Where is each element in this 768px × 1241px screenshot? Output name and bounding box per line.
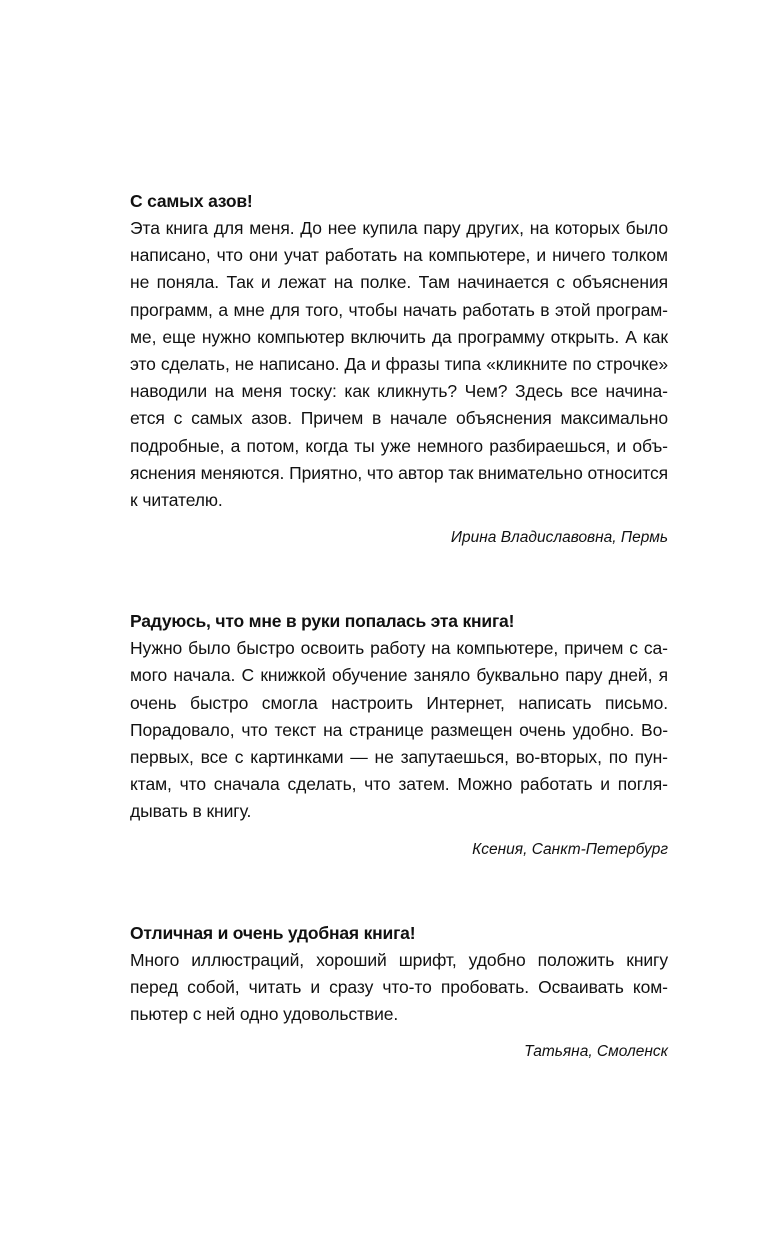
review-2 [130, 608, 668, 861]
review-author: Татьяна, Смоленск [524, 1043, 668, 1061]
review-author: Ксения, Санкт-Петербург [472, 840, 668, 858]
review-3 [130, 920, 668, 1065]
review-author: Ирина Владиславовна, Пермь [450, 529, 668, 547]
review-title: С самых азов! [130, 191, 253, 211]
review-body: Много иллюстраций, хороший шрифт, удобно положить книгу перед собой, читать и сразу что-то пробовать. Осваивать компьютер с ней одно удовольствие. [130, 949, 668, 1025]
review-title: Радуюсь, что мне в руки попалась эта книга! [130, 611, 515, 632]
reviews-page [130, 188, 668, 1064]
review-body: Эта книга для меня. До нее купила пару других, на которых было написано, что они учат работать на компьютере, и ничего толком не поняла. Так и лежат на полке. Там начинается с объяснения программ, а мне для того, чтобы начать работать в этой программе, еще нужно компьютер включить да программу открыть. А как это сделать, не написано. Да и фразы типа «кликните по строчке» наводили на меня тоску: как кликнуть? Чем? Здесь все начинается с самых азов. Причем в начале объяснения максимально подробные, а потом, когда ты уже немного разбираешься, и объяснения меняются. Приятно, что автор так внимательно относится к читателю. [130, 218, 668, 511]
review-1 [130, 188, 668, 550]
review-title: Отличная и очень удобная книга! [130, 922, 416, 943]
review-body: Нужно было быстро освоить работу на компьютере, причем с самого начала. С книжкой обучение заняло буквально пару дней, я очень быстро смогла настроить Интернет, написать письмо. Порадовало, что текст на странице размещен очень удобно. Во-первых, все с картинками — не запутаешься, во-вторых, по пунктам, что сначала сделать, что затем. Можно работать и поглядывать в книгу. [130, 638, 668, 822]
